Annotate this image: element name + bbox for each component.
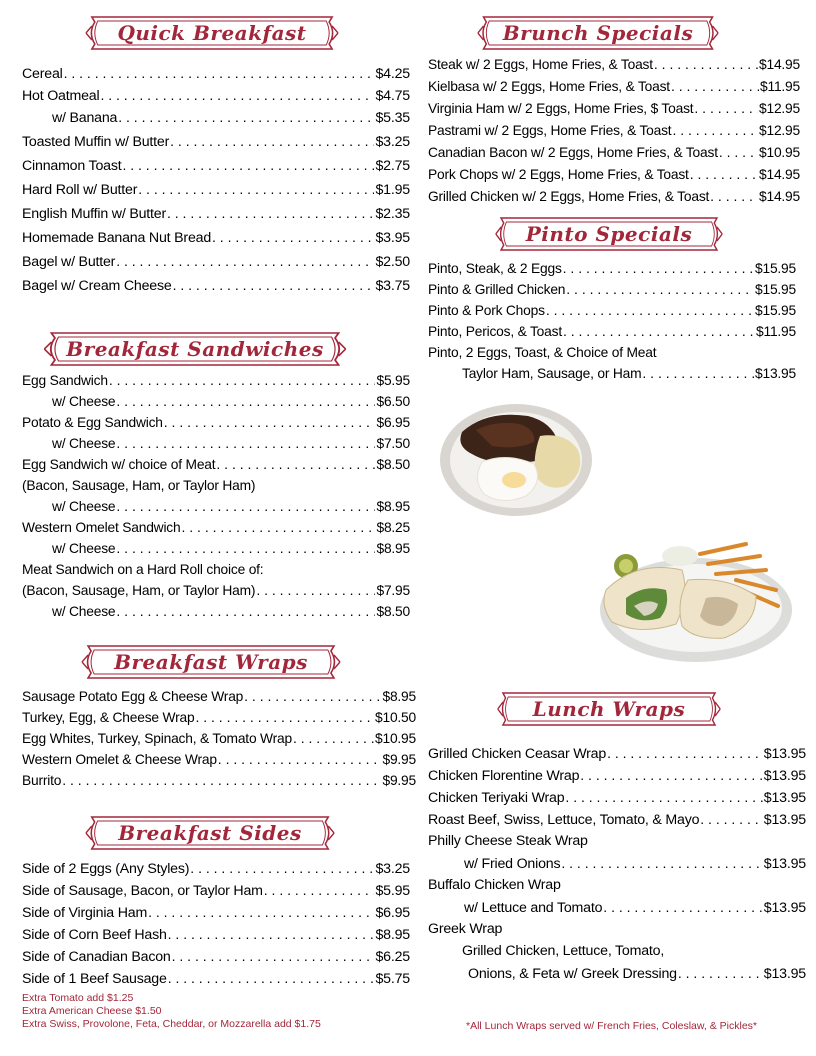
menu-item: Potato & Egg Sandwich . . . $6.95 (22, 412, 410, 433)
menu-item: Roast Beef, Swiss, Lettuce, Tomato, & Mayo . . . $13.95 (428, 808, 806, 830)
menu-item: Virginia Ham w/ 2 Eggs, Home Fries, $ Toast . . . $12.95 (428, 98, 800, 119)
menu-item: w/ Cheese . . . $6.50 (22, 391, 410, 412)
steak-and-eggs-plate-photo (436, 402, 596, 518)
breakfast-sides-banner (84, 814, 336, 852)
extra-note: Extra Swiss, Provolone, Feta, Cheddar, or Mozzarella add $1.75 (22, 1018, 321, 1030)
menu-item: Pinto & Pork Chops . . . $15.95 (428, 300, 796, 321)
extra-note: Extra Tomato add $1.25 (22, 992, 134, 1004)
wrap-with-fries-plate-photo (596, 540, 792, 664)
section-title: Lunch Wraps (532, 697, 686, 721)
lunch-wraps-banner (496, 690, 722, 728)
menu-item: English Muffin w/ Butter . . . $2.35 (22, 202, 410, 224)
brunch-specials-banner (476, 14, 720, 52)
menu-item-note: Buffalo Chicken Wrap (428, 877, 561, 893)
menu-item: Cereal . . . $4.25 (22, 62, 410, 84)
menu-item: Chicken Teriyaki Wrap . . . $13.95 (428, 786, 806, 808)
menu-item: Hard Roll w/ Butter . . . $1.95 (22, 178, 410, 200)
breakfast-sandwiches-banner (42, 330, 348, 368)
menu-item: Pinto, Pericos, & Toast . . . $11.95 (428, 321, 796, 342)
section-title: Brunch Specials (502, 21, 694, 45)
menu-item: Taylor Ham, Sausage, or Ham . . . $13.95 (428, 363, 796, 384)
extra-note: Extra American Cheese $1.50 (22, 1005, 162, 1017)
menu-item: Canadian Bacon w/ 2 Eggs, Home Fries, & Toast . . . $10.95 (428, 142, 800, 163)
menu-item-note: (Bacon, Sausage, Ham, or Taylor Ham) (22, 478, 256, 493)
menu-item-note: Meat Sandwich on a Hard Roll choice of: (22, 562, 264, 577)
menu-item-note: Grilled Chicken, Lettuce, Tomato, (462, 943, 665, 959)
menu-item: Burrito . . . $9.95 (22, 770, 416, 791)
menu-item: Pinto & Grilled Chicken . . . $15.95 (428, 279, 796, 300)
menu-item: Homemade Banana Nut Bread . . . $3.95 (22, 226, 410, 248)
menu-item: w/ Cheese . . . $8.95 (22, 496, 410, 517)
menu-item: Bagel w/ Butter . . . $2.50 (22, 250, 410, 272)
menu-item: Cinnamon Toast . . . $2.75 (22, 154, 410, 176)
menu-item: Sausage Potato Egg & Cheese Wrap . . . $8.95 (22, 686, 416, 707)
menu-item: Chicken Florentine Wrap . . . $13.95 (428, 764, 806, 786)
section-title: Breakfast Sandwiches (66, 337, 324, 361)
section-title: Quick Breakfast (117, 21, 307, 45)
menu-item: Side of Corn Beef Hash . . . $8.95 (22, 923, 410, 945)
menu-item: w/ Banana . . . $5.35 (22, 106, 410, 128)
menu-item: Pastrami w/ 2 Eggs, Home Fries, & Toast . . . $12.95 (428, 120, 800, 141)
menu-item: Grilled Chicken w/ 2 Eggs, Home Fries, & Toast . . . $14.95 (428, 186, 800, 207)
section-title: Breakfast Wraps (114, 650, 308, 674)
menu-item: Pork Chops w/ 2 Eggs, Home Fries, & Toast . . . $14.95 (428, 164, 800, 185)
menu-item: Side of Canadian Bacon . . . $6.25 (22, 945, 410, 967)
menu-item: Egg Whites, Turkey, Spinach, & Tomato Wrap . . . $10.95 (22, 728, 416, 749)
menu-item: Bagel w/ Cream Cheese . . . $3.75 (22, 274, 410, 296)
menu-item: w/ Cheese . . . $8.50 (22, 601, 410, 622)
section-title: Breakfast Sides (118, 821, 302, 845)
menu-item-note: Greek Wrap (428, 921, 503, 937)
menu-item: Steak w/ 2 Eggs, Home Fries, & Toast . . . $14.95 (428, 54, 800, 75)
menu-item: Western Omelet & Cheese Wrap . . . $9.95 (22, 749, 416, 770)
menu-item: Onions, & Feta w/ Greek Dressing . . . $13.95 (428, 962, 806, 984)
menu-item: (Bacon, Sausage, Ham, or Taylor Ham) . . . $7.95 (22, 580, 410, 601)
menu-item: Western Omelet Sandwich . . . $8.25 (22, 517, 410, 538)
quick-breakfast-banner (84, 14, 340, 52)
menu-item: Grilled Chicken Ceasar Wrap . . . $13.95 (428, 742, 806, 764)
menu-item: Side of 1 Beef Sausage . . . $5.75 (22, 967, 410, 989)
menu-item: w/ Cheese . . . $7.50 (22, 433, 410, 454)
menu-item: Side of 2 Eggs (Any Styles) . . . $3.25 (22, 857, 410, 879)
menu-item: w/ Cheese . . . $8.95 (22, 538, 410, 559)
menu-item: Kielbasa w/ 2 Eggs, Home Fries, & Toast . . . $11.95 (428, 76, 800, 97)
pinto-specials-banner (494, 215, 724, 253)
menu-item: Turkey, Egg, & Cheese Wrap . . . $10.50 (22, 707, 416, 728)
menu-item: w/ Fried Onions . . . $13.95 (428, 852, 806, 874)
menu-item-note: Pinto, 2 Eggs, Toast, & Choice of Meat (428, 345, 657, 360)
section-title: Pinto Specials (525, 222, 693, 246)
menu-item: Side of Virginia Ham . . . $6.95 (22, 901, 410, 923)
menu-item: w/ Lettuce and Tomato . . . $13.95 (428, 896, 806, 918)
lunch-wraps-footer-note: *All Lunch Wraps served w/ French Fries, Coleslaw, & Pickles* (466, 1020, 757, 1032)
menu-item: Pinto, Steak, & 2 Eggs . . . $15.95 (428, 258, 796, 279)
menu-item: Toasted Muffin w/ Butter . . . $3.25 (22, 130, 410, 152)
menu-item: Side of Sausage, Bacon, or Taylor Ham . . . $5.95 (22, 879, 410, 901)
menu-item: Egg Sandwich . . . $5.95 (22, 370, 410, 391)
breakfast-wraps-banner (80, 643, 342, 681)
extras-notes (22, 992, 321, 1031)
menu-item-note: Philly Cheese Steak Wrap (428, 833, 588, 849)
menu-item: Egg Sandwich w/ choice of Meat . . . $8.50 (22, 454, 410, 475)
menu-item: Hot Oatmeal . . . $4.75 (22, 84, 410, 106)
